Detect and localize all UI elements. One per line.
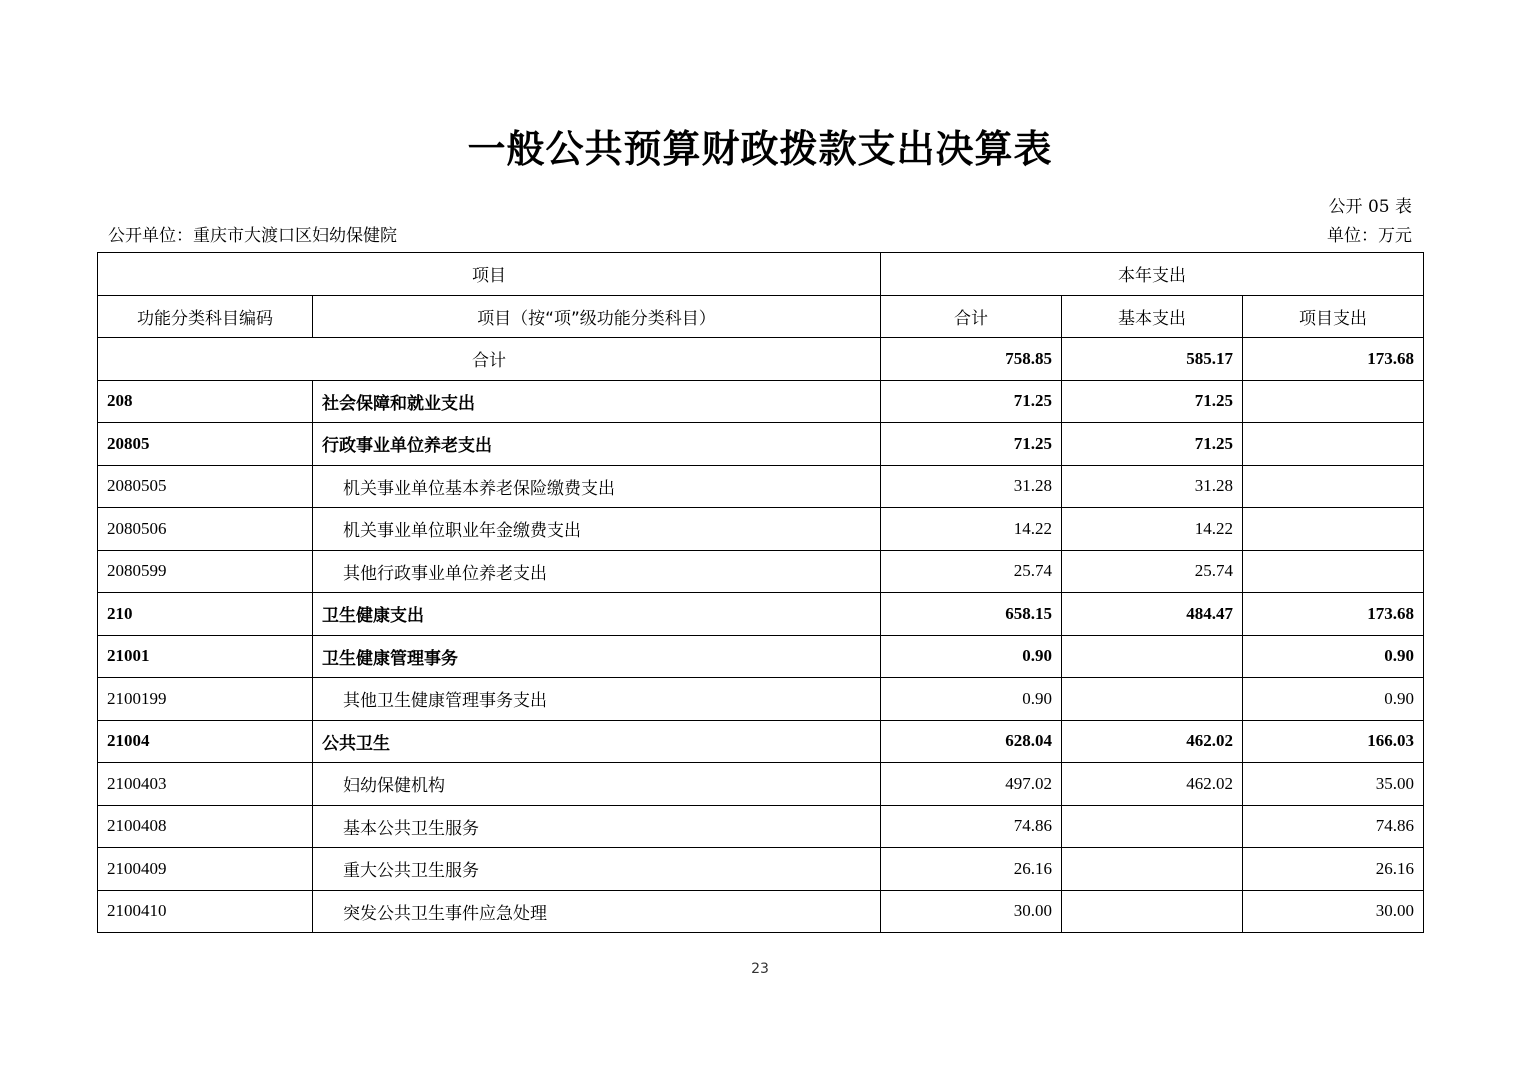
row-code: 2100408 <box>98 805 313 848</box>
row-total: 14.22 <box>881 508 1062 551</box>
table-row <box>98 805 1424 848</box>
row-total: 628.04 <box>881 720 1062 763</box>
row-total: 31.28 <box>881 465 1062 508</box>
row-basic: 71.25 <box>1062 423 1243 466</box>
row-name: 其他行政事业单位养老支出 <box>313 550 881 593</box>
budget-table <box>97 252 1424 933</box>
row-total: 497.02 <box>881 763 1062 806</box>
row-code: 2080505 <box>98 465 313 508</box>
table-row <box>98 848 1424 891</box>
row-code: 2080506 <box>98 508 313 551</box>
row-name: 基本公共卫生服务 <box>313 805 881 848</box>
reporting-unit: 公开单位：重庆市大渡口区妇幼保健院 <box>108 226 397 246</box>
row-project <box>1243 465 1424 508</box>
row-basic <box>1062 805 1243 848</box>
header-total: 合计 <box>881 295 1062 338</box>
header-project: 项目支出 <box>1243 295 1424 338</box>
table-row <box>98 635 1424 678</box>
row-code: 20805 <box>98 423 313 466</box>
currency-unit: 单位：万元 <box>1327 226 1412 246</box>
row-basic <box>1062 678 1243 721</box>
table-number: 公开 05 表 <box>1328 197 1412 217</box>
row-project: 173.68 <box>1243 593 1424 636</box>
row-basic: 25.74 <box>1062 550 1243 593</box>
row-name: 行政事业单位养老支出 <box>313 423 881 466</box>
row-project: 30.00 <box>1243 890 1424 933</box>
header-basic: 基本支出 <box>1062 295 1243 338</box>
row-name: 社会保障和就业支出 <box>313 380 881 423</box>
row-total: 30.00 <box>881 890 1062 933</box>
total-project: 173.68 <box>1243 338 1424 381</box>
row-name: 机关事业单位职业年金缴费支出 <box>313 508 881 551</box>
row-project <box>1243 508 1424 551</box>
page-title: 一般公共预算财政拨款支出决算表 <box>467 127 1053 171</box>
header-item: 项目 <box>98 253 881 296</box>
row-total: 71.25 <box>881 380 1062 423</box>
row-project: 26.16 <box>1243 848 1424 891</box>
row-total: 0.90 <box>881 678 1062 721</box>
row-name: 卫生健康支出 <box>313 593 881 636</box>
row-basic: 462.02 <box>1062 763 1243 806</box>
row-project <box>1243 423 1424 466</box>
total-amount: 758.85 <box>881 338 1062 381</box>
row-name: 重大公共卫生服务 <box>313 848 881 891</box>
row-code: 2080599 <box>98 550 313 593</box>
row-total: 26.16 <box>881 848 1062 891</box>
row-project: 0.90 <box>1243 635 1424 678</box>
row-code: 21001 <box>98 635 313 678</box>
row-code: 2100409 <box>98 848 313 891</box>
table-row <box>98 550 1424 593</box>
row-basic: 484.47 <box>1062 593 1243 636</box>
table-row <box>98 423 1424 466</box>
total-basic: 585.17 <box>1062 338 1243 381</box>
row-basic <box>1062 635 1243 678</box>
row-name: 卫生健康管理事务 <box>313 635 881 678</box>
row-code: 2100410 <box>98 890 313 933</box>
row-project: 166.03 <box>1243 720 1424 763</box>
row-total: 74.86 <box>881 805 1062 848</box>
page-number: 23 <box>751 961 769 977</box>
row-basic: 31.28 <box>1062 465 1243 508</box>
row-name: 机关事业单位基本养老保险缴费支出 <box>313 465 881 508</box>
row-name: 突发公共卫生事件应急处理 <box>313 890 881 933</box>
header-current-year: 本年支出 <box>881 253 1424 296</box>
table-row <box>98 380 1424 423</box>
row-code: 21004 <box>98 720 313 763</box>
row-code: 2100199 <box>98 678 313 721</box>
row-name: 妇幼保健机构 <box>313 763 881 806</box>
row-total: 658.15 <box>881 593 1062 636</box>
header-name: 项目（按“项”级功能分类科目） <box>313 295 881 338</box>
row-basic: 71.25 <box>1062 380 1243 423</box>
row-project: 0.90 <box>1243 678 1424 721</box>
table-row <box>98 593 1424 636</box>
row-total: 71.25 <box>881 423 1062 466</box>
table-row <box>98 465 1424 508</box>
row-project: 74.86 <box>1243 805 1424 848</box>
table-row <box>98 720 1424 763</box>
table-row <box>98 678 1424 721</box>
row-code: 210 <box>98 593 313 636</box>
total-row <box>98 338 1424 381</box>
header-row-2 <box>98 295 1424 338</box>
row-name: 其他卫生健康管理事务支出 <box>313 678 881 721</box>
row-code: 208 <box>98 380 313 423</box>
header-row-1 <box>98 253 1424 296</box>
total-label: 合计 <box>98 338 881 381</box>
table-row <box>98 508 1424 551</box>
table-row <box>98 890 1424 933</box>
row-basic: 462.02 <box>1062 720 1243 763</box>
row-total: 25.74 <box>881 550 1062 593</box>
row-basic: 14.22 <box>1062 508 1243 551</box>
row-project: 35.00 <box>1243 763 1424 806</box>
row-basic <box>1062 890 1243 933</box>
header-code: 功能分类科目编码 <box>98 295 313 338</box>
table-row <box>98 763 1424 806</box>
row-basic <box>1062 848 1243 891</box>
row-total: 0.90 <box>881 635 1062 678</box>
row-code: 2100403 <box>98 763 313 806</box>
row-name: 公共卫生 <box>313 720 881 763</box>
row-project <box>1243 550 1424 593</box>
row-project <box>1243 380 1424 423</box>
